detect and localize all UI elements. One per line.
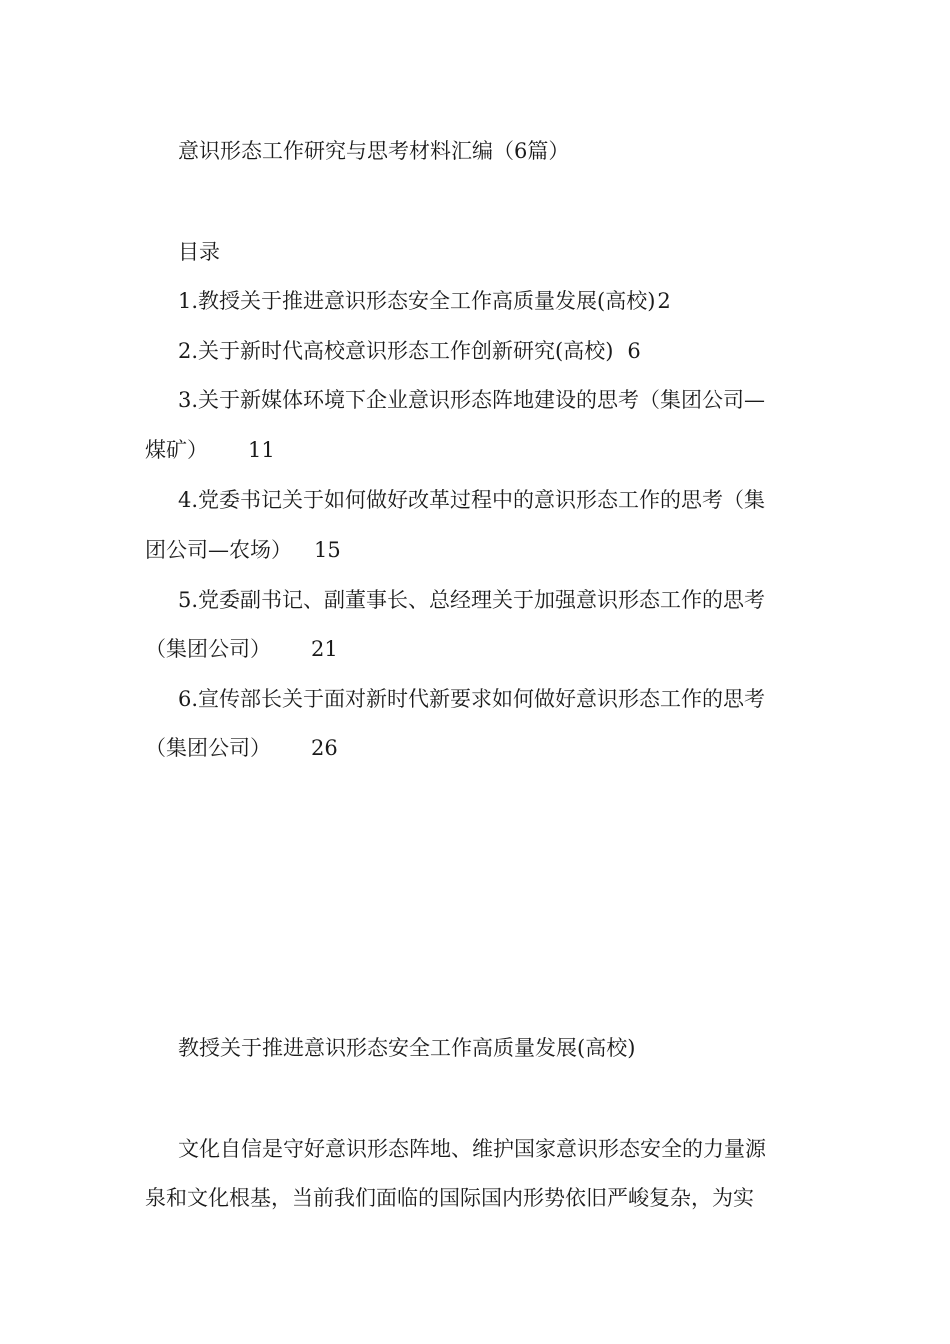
toc-item-title: （集团公司） — [145, 736, 271, 760]
toc-item-line[interactable]: 3.关于新媒体环境下企业意识形态阵地建设的思考（集团公司— — [178, 388, 766, 412]
section-title: 教授关于推进意识形态安全工作高质量发展(高校) — [178, 1036, 636, 1060]
toc-item-page: 11 — [248, 438, 275, 462]
toc-item-page: 6 — [627, 339, 641, 363]
toc-item-line[interactable]: 6.宣传部长关于面对新时代新要求如何做好意识形态工作的思考 — [178, 687, 766, 711]
toc-heading: 目录 — [178, 240, 220, 264]
toc-item-title: 1.教授关于推进意识形态安全工作高质量发展(高校) — [178, 289, 656, 313]
toc-item-title: 煤矿） — [145, 438, 208, 462]
toc-item-line[interactable]: 4.党委书记关于如何做好改革过程中的意识形态工作的思考（集 — [178, 488, 766, 512]
toc-item-title: （集团公司） — [145, 637, 271, 661]
toc-item-page: 26 — [311, 736, 338, 760]
body-paragraph-line: 泉和文化根基，当前我们面临的国际国内形势依旧严峻复杂，为实 — [145, 1186, 754, 1210]
body-paragraph-line: 文化自信是守好意识形态阵地、维护国家意识形态安全的力量源 — [178, 1137, 766, 1161]
toc-item-page: 21 — [311, 637, 338, 661]
toc-item-page: 15 — [314, 538, 341, 562]
toc-item[interactable] — [178, 287, 810, 315]
document-title: 意识形态工作研究与思考材料汇编（6篇） — [178, 139, 570, 163]
toc-item-page: 2 — [657, 289, 671, 313]
toc-item-line[interactable]: 5.党委副书记、副董事长、总经理关于加强意识形态工作的思考 — [178, 588, 766, 612]
toc-item-title: 2.关于新时代高校意识形态工作创新研究(高校) — [178, 339, 614, 363]
toc-item-line[interactable] — [145, 734, 810, 762]
toc-item-line[interactable] — [145, 436, 810, 464]
toc-item-line[interactable] — [145, 536, 810, 564]
toc-item[interactable] — [178, 337, 810, 365]
toc-item-title: 团公司—农场） — [145, 538, 292, 562]
toc-item-line[interactable] — [145, 635, 810, 663]
